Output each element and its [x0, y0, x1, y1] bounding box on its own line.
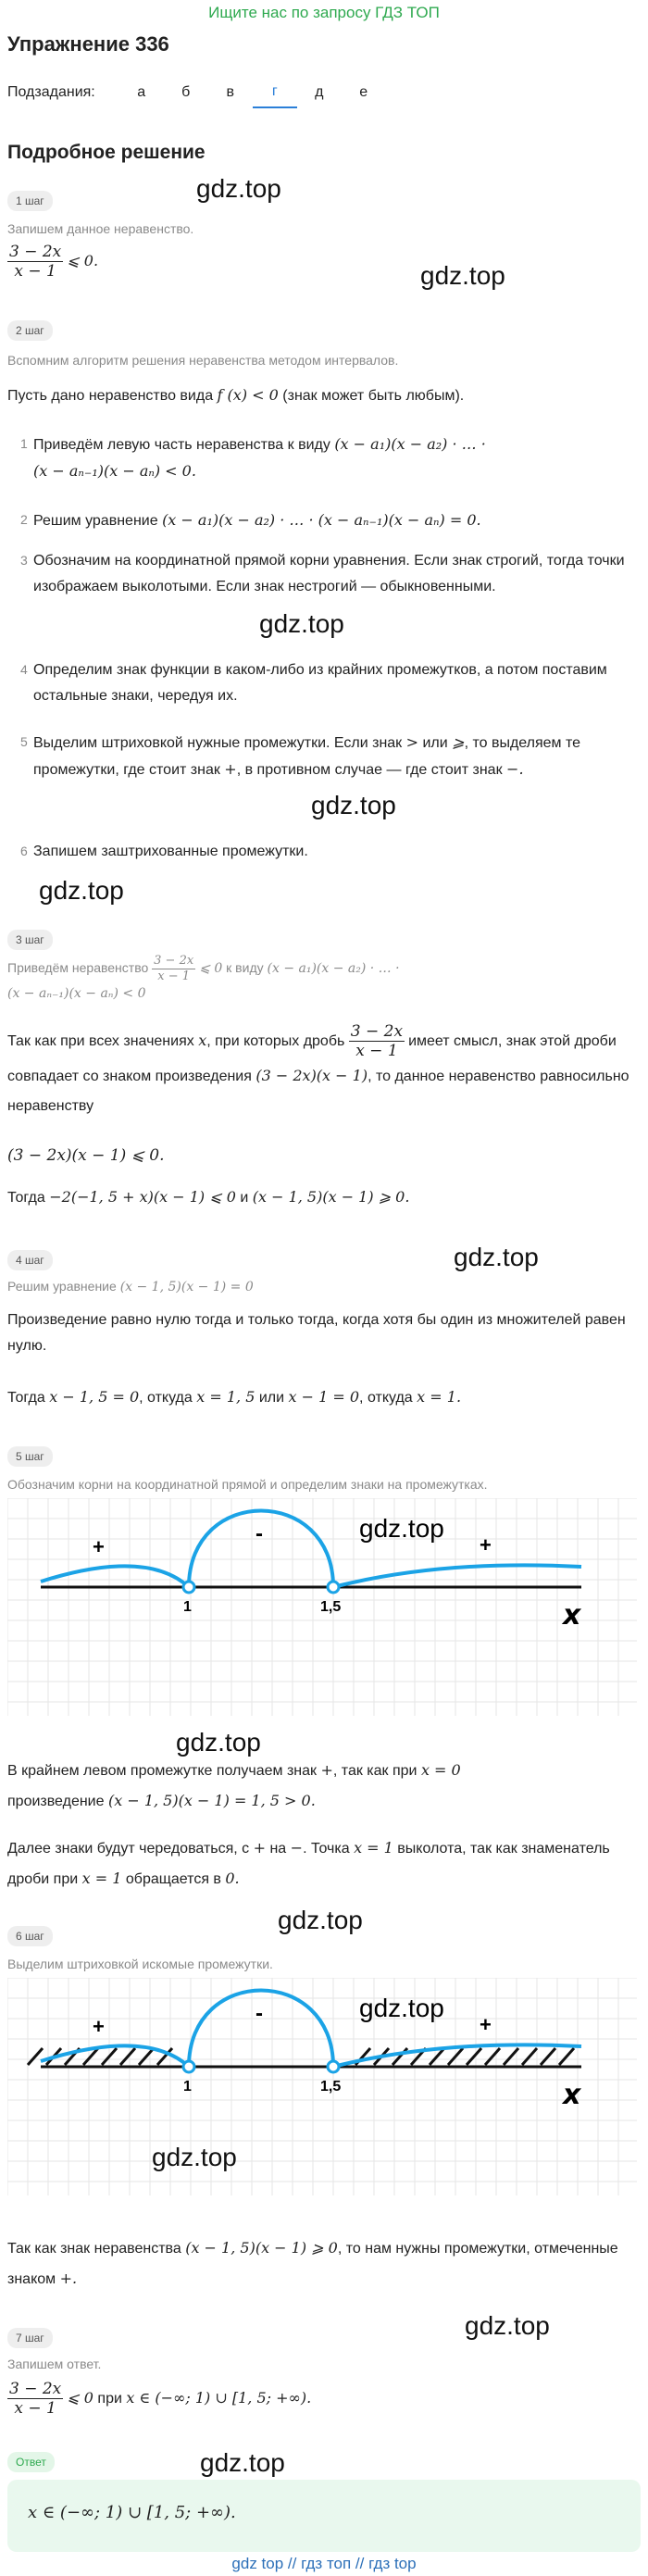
axis-label: x — [563, 2079, 581, 2111]
hatch-line — [139, 2048, 154, 2065]
answer-box — [7, 2480, 641, 2552]
root-point — [328, 1582, 339, 1593]
watermark: gdz.top — [278, 1906, 363, 1934]
watermark: gdz.top — [420, 261, 505, 290]
watermark: gdz.top — [196, 174, 281, 203]
sign-label: + — [480, 1533, 492, 1557]
tab-v[interactable]: в — [226, 84, 234, 100]
answer-badge: Ответ — [7, 2452, 55, 2472]
step-badge: 2 шаг — [7, 320, 53, 341]
watermark: gdz.top — [311, 791, 396, 819]
answer-line: $\frac{3 - 2x}{x - 1}$ ⩽ 0 при x ∈ (−∞; 1) ∪ [1, 5; +∞). — [9, 2380, 312, 2419]
root-point-open — [183, 2061, 194, 2072]
sign-label: + — [480, 2013, 492, 2036]
watermark: gdz.top — [176, 1728, 261, 1757]
number-line-graph-shaded — [7, 1978, 637, 2195]
list-item: 1 Приведём левую часть неравенства к виду (x − a₁)(x − a₂) · … · (x − aₙ₋₁)(x − aₙ) < 0. — [20, 435, 486, 480]
watermark: gdz.top — [200, 2448, 285, 2477]
hatch-line — [522, 2048, 537, 2065]
watermark: gdz.top — [359, 1994, 444, 2022]
inequality: (3 − 2x)(x − 1) ⩽ 0. — [7, 1146, 165, 1165]
step-note: Вспомним алгоритм решения неравенства методом интервалов. — [7, 353, 399, 368]
footer-links[interactable]: gdz top // гдз топ // гдз top — [231, 2555, 417, 2572]
step-badge: 5 шаг — [7, 1446, 53, 1467]
subtasks-label: Подзадания: — [7, 84, 95, 101]
tab-e[interactable]: е — [359, 84, 368, 100]
tab-a[interactable]: а — [137, 84, 146, 100]
search-banner[interactable]: Ищите нас по запросу ГДЗ ТОП — [208, 4, 440, 21]
root-label: 1 — [183, 1599, 192, 1615]
step-note: Обозначим корни на координатной прямой и определим знаки на промежутках. — [7, 1477, 488, 1492]
page-title: Упражнение 336 — [7, 32, 169, 56]
inequality: $\frac{3 - 2x}{x - 1}$ ⩽ 0. — [9, 243, 99, 281]
paragraph: Тогда x − 1, 5 = 0, откуда x = 1, 5 или x − 1 = 0, откуда x = 1. — [7, 1388, 462, 1406]
step-badge: 3 шаг — [7, 930, 53, 950]
paragraph: Так как знак неравенства (x − 1, 5)(x − 1) ⩾ 0, то нам нужны промежутки, отмеченные знаком +. — [7, 2239, 618, 2287]
watermark: gdz.top — [39, 876, 124, 905]
hatch-line — [485, 2048, 500, 2065]
step-note: Приведём неравенство $\frac{3 - 2x}{x - 1}$ ⩽ 0 к виду (x − a₁)(x − a₂) · … · (x − aₙ₋₁)(x − aₙ) < 0 — [7, 954, 400, 1002]
step-note: Запишем данное неравенство. — [7, 221, 194, 236]
paragraph: Так как при всех значениях x, при которых дробь $\frac{3 - 2x}{x - 1}$ имеет смысл, знак этой дроби совпадает со знаком произведения (3 − 2x)(x − 1), то данное неравенство равносильно неравенству — [7, 1022, 629, 1114]
tab-d[interactable]: д — [315, 84, 324, 100]
number-line-graph — [7, 1498, 637, 1716]
root-label: 1 — [183, 2079, 192, 2095]
step-badge: 1 шаг — [7, 191, 53, 211]
watermark: gdz.top — [259, 609, 344, 638]
subtasks-bar — [7, 74, 396, 111]
root-label: 1,5 — [320, 2079, 342, 2095]
paragraph: Тогда −2(−1, 5 + x)(x − 1) ⩽ 0 и (x − 1, 5)(x − 1) ⩾ 0. — [7, 1188, 410, 1206]
step-badge: 7 шаг — [7, 2328, 53, 2348]
paragraph: Далее знаки будут чередоваться, с + на −. Точка x = 1 выколота, так как знаменатель дроби при x = 1 обращается в 0. — [7, 1839, 610, 1887]
sign-label: + — [93, 1535, 105, 1558]
tab-g[interactable]: г — [253, 77, 297, 108]
axis-label: x — [563, 1599, 581, 1632]
sign-label: + — [93, 2015, 105, 2038]
list-item: 6 Запишем заштрихованные промежутки. — [20, 844, 308, 859]
hatch-line — [28, 2048, 43, 2065]
step-note: Выделим штриховкой искомые промежутки. — [7, 1957, 273, 1971]
answer-text: x ∈ (−∞; 1) ∪ [1, 5; +∞). — [28, 2503, 236, 2522]
paragraph: Произведение равно нулю тогда и только тогда, когда хотя бы один из множителей равен нулю. — [7, 1312, 626, 1354]
step-note: Решим уравнение (x − 1, 5)(x − 1) = 0 — [7, 1279, 254, 1294]
watermark: gdz.top — [359, 1514, 444, 1543]
hatch-line — [467, 2048, 481, 2065]
paragraph: В крайнем левом промежутке получаем знак +, так как при x = 0 произведение (x − 1, 5)(x − 1) = 1, 5 > 0. — [7, 1761, 461, 1809]
hatch-line — [120, 2048, 135, 2065]
sign-label: - — [255, 1521, 263, 1546]
watermark: gdz.top — [152, 2143, 237, 2171]
paragraph: Пусть дано неравенство вида f (x) < 0 (знак может быть любым). — [7, 386, 465, 404]
list-item: 3 Обозначим на координатной прямой корни уравнения. Если знак строгий, тогда точки изображаем выколотыми. Если знак нестрогий — обыкновенными. — [20, 553, 625, 594]
hatch-line — [559, 2048, 574, 2065]
section-title: Подробное решение — [7, 142, 206, 163]
sign-curve-left — [41, 1566, 189, 1587]
step-badge: 4 шаг — [7, 1250, 53, 1270]
sign-label: - — [255, 2001, 263, 2026]
list-item: 2 Решим уравнение (x − a₁)(x − a₂) · … · (x − aₙ₋₁)(x − aₙ) = 0. — [20, 511, 481, 529]
sign-curve-right — [333, 1565, 581, 1587]
root-point — [328, 2061, 339, 2072]
list-item: 5 Выделим штриховкой нужные промежутки. Если знак > или ⩾, то выделяем те промежутки, где стоит знак +, в противном случае — где стоит знак −. — [20, 733, 581, 778]
tab-b[interactable]: б — [181, 84, 191, 100]
step-note: Запишем ответ. — [7, 2357, 102, 2371]
root-label: 1,5 — [320, 1599, 342, 1615]
hatch-line — [541, 2048, 555, 2065]
watermark: gdz.top — [454, 1243, 539, 1271]
watermark: gdz.top — [465, 2311, 550, 2340]
list-item: 4 Определим знак функции в каком-либо из крайних промежутков, а потом поставим остальные знаки, чередуя их. — [20, 662, 607, 704]
step-badge: 6 шаг — [7, 1926, 53, 1946]
root-point-open — [183, 1582, 194, 1593]
